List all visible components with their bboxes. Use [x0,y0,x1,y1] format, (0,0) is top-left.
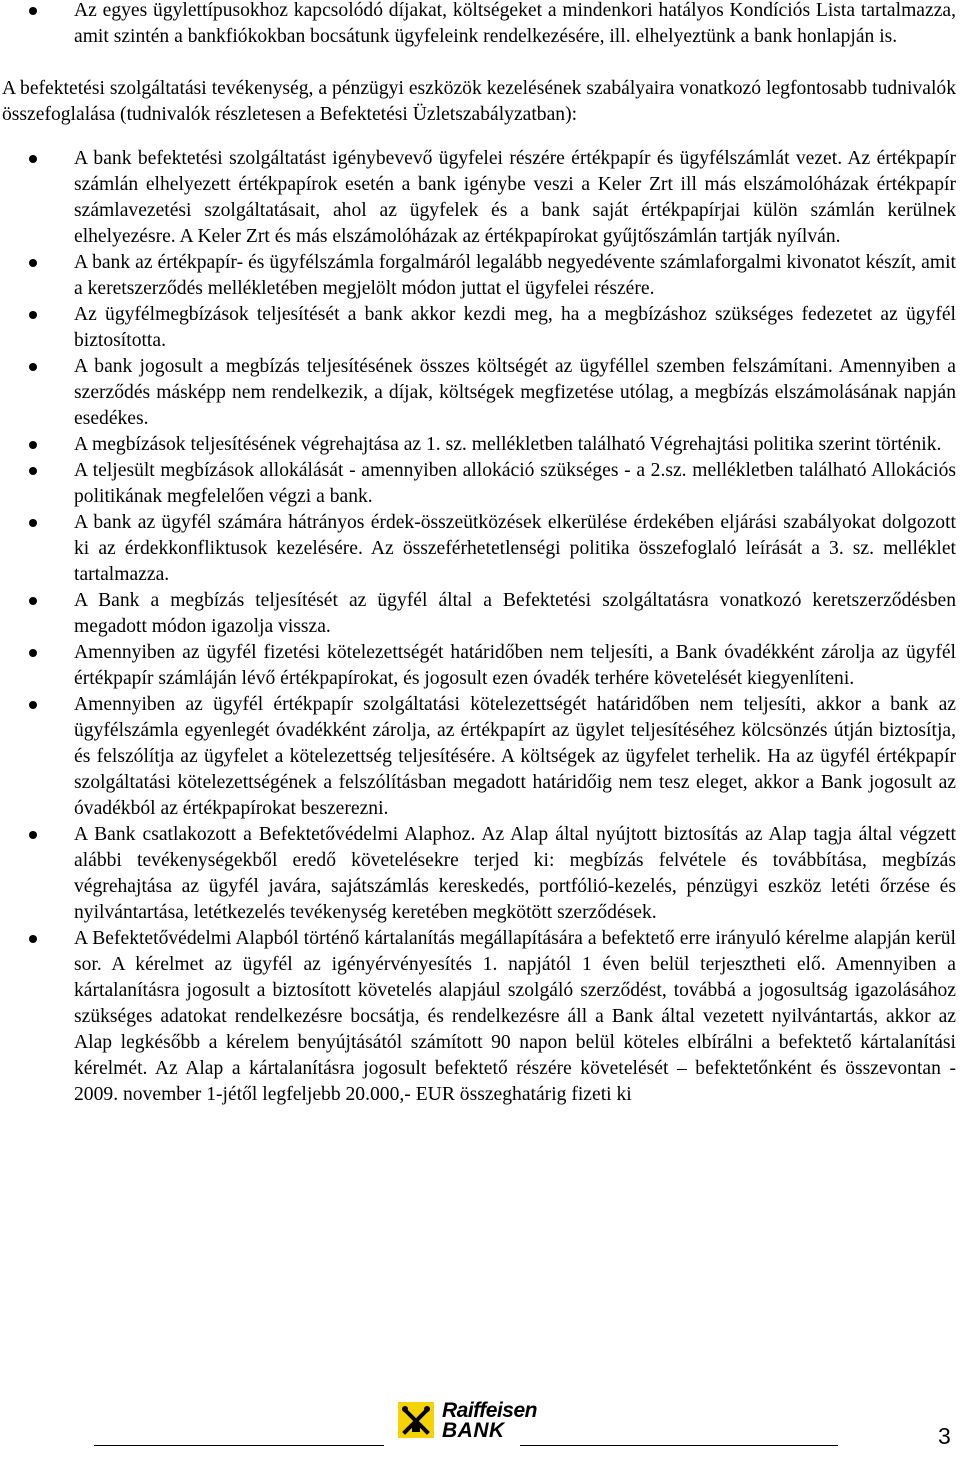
page-footer [0,1396,960,1467]
logo-text-bottom: BANK [442,1419,505,1442]
footer-rule-right [520,1445,838,1446]
main-bullet-list [2,146,956,1108]
top-bullet-list [2,0,956,50]
list-item: A megbízások teljesítésének végrehajtása az 1. sz. mellékletben található Végrehajtási politika szerint történik. [2,432,956,458]
intro-paragraph: A befektetési szolgáltatási tevékenység, a pénzügyi eszközök kezelésének szabályaira vonatkozó legfontosabb tudnivalók összefoglalása (tudnivalók részletesen a Befektetési Üzletszabályzatban): [2,78,956,125]
list-item: A Bank csatlakozott a Befektetővédelmi Alaphoz. Az Alap által nyújtott biztosítás az Alap tagja által végzett alábbi tevékenységekből eredő követelésekre terjed ki: megbízás felvétele és továbbítása, megbízás végrehajtása az ügyfél javára, sajátszámlás kereskedés, portfólió-kezelés, pénzügyi eszköz letéti őrzése és nyilvántartása, letétkezelés tevékenység keretében megkötött szerződések. [2,822,956,926]
list-item: A teljesült megbízások allokálását - amennyiben allokáció szükséges - a 2.sz. mellékletben található Allokációs politikának megfelelően végzi a bank. [2,458,956,510]
list-item: Amennyiben az ügyfél fizetési kötelezettségét határidőben nem teljesíti, a Bank óvadékként zárolja az ügyfél értékpapír számláján lévő értékpapírokat, és jogosult ezen óvadék terhére követelését kiegyenlíteni. [2,640,956,692]
list-item: Az ügyfélmegbízások teljesítését a bank akkor kezdi meg, ha a megbízáshoz szükséges fedezetet az ügyfél biztosította. [2,302,956,354]
list-item: A bank az értékpapír- és ügyfélszámla forgalmáról legalább negyedévente számlaforgalmi kivonatot készít, amit a keretszerződés mellékletében megjelölt módon juttat el ügyfelei részére. [2,250,956,302]
list-item: Az egyes ügylettípusokhoz kapcsolódó díjakat, költségeket a mindenkori hatályos Kondíciós Lista tartalmazza, amit szintén a bankfiókokban bocsátunk ügyfeleink rendelkezésére, ill. elhelyeztünk a bank honlapján is. [2,0,956,50]
list-item: A Befektetővédelmi Alapból történő kártalanítás megállapítására a befektető erre irányuló kérelme alapján kerül sor. A kérelmet az ügyfél az igényérvényesítés 1. napjától 1 éven belül terjesztheti elő. Amennyiben a kártalanításra jogosult a biztosított követelés alapjául szolgáló szerződést, továbbá a jogosultság igazolásához szükséges adatokat rendelkezésre bocsátja, és rendelkezésre áll a Bank által vezetett nyilvántartás, akkor az Alap legkésőbb a kérelem benyújtásától számított 90 napon belül köteles elbírálni a befektető kártalanítási kérelmét. Az Alap a kártalanításra jogosult befektető részére követelését – befektetőnként és összevontan - 2009. november 1-jétől legfeljebb 20.000,- EUR összeghatárig fizeti ki [2,926,956,1108]
raiffeisen-bank-logo [398,1398,537,1460]
list-item: A bank befektetési szolgáltatást igénybevevő ügyfelei részére értékpapír és ügyfélszámlát vezet. Az értékpapír számlán elhelyezett értékpapírok esetén a bank igénybe veszi a Keler Zrt ill más elszámolóházak értékpapír számlavezetési szolgáltatásait, ahol az ügyfelek és a bank saját értékpapírjai külön számlán kerülnek elhelyezésre. A Keler Zrt és más elszámolóházak az értékpapírokat gyűjtőszámlán tartják nyílván. [2,146,956,250]
page-content [2,0,956,1108]
list-item: A Bank a megbízás teljesítését az ügyfél által a Befektetési szolgáltatásra vonatkozó keretszerződésben megadott módon igazolja vissza. [2,588,956,640]
list-item: Amennyiben az ügyfél értékpapír szolgáltatási kötelezettségét határidőben nem teljesíti, akkor a bank az ügyfélszámla egyenlegét óvadékként zárolja, az értékpapírt az ügylet teljesítéséhez kölcsönzés útján biztosítja, és felszólítja az ügyfelet a kötelezettség teljesítésére. A költségek az ügyfelet terhelik. Ha az ügyfél értékpapír szolgáltatási kötelezettségének a felszólításban megadott határidőig nem tesz eleget, akkor a Bank jogosult az óvadékból az értékpapírokat beszerezni. [2,692,956,822]
page-number: 3 [938,1423,951,1449]
raiffeisen-cross-gables-icon [398,1402,434,1438]
list-item: A bank jogosult a megbízás teljesítésének összes költségét az ügyféllel szemben felszámítani. Amennyiben a szerződés másképp nem rendelkezik, a díjak, költségek megfizetése utólag, a megbízás elszámolásának napján esedékes. [2,354,956,432]
footer-rule-left [94,1445,384,1446]
logo-text-top: Raiffeisen [442,1399,537,1422]
list-item: A bank az ügyfél számára hátrányos érdek-összeütközések elkerülése érdekében eljárási szabályokat dolgozott ki az érdekkonfliktusok kezelésére. Az összeférhetetlenségi politika összefoglaló leírását a 3. sz. melléklet tartalmazza. [2,510,956,588]
